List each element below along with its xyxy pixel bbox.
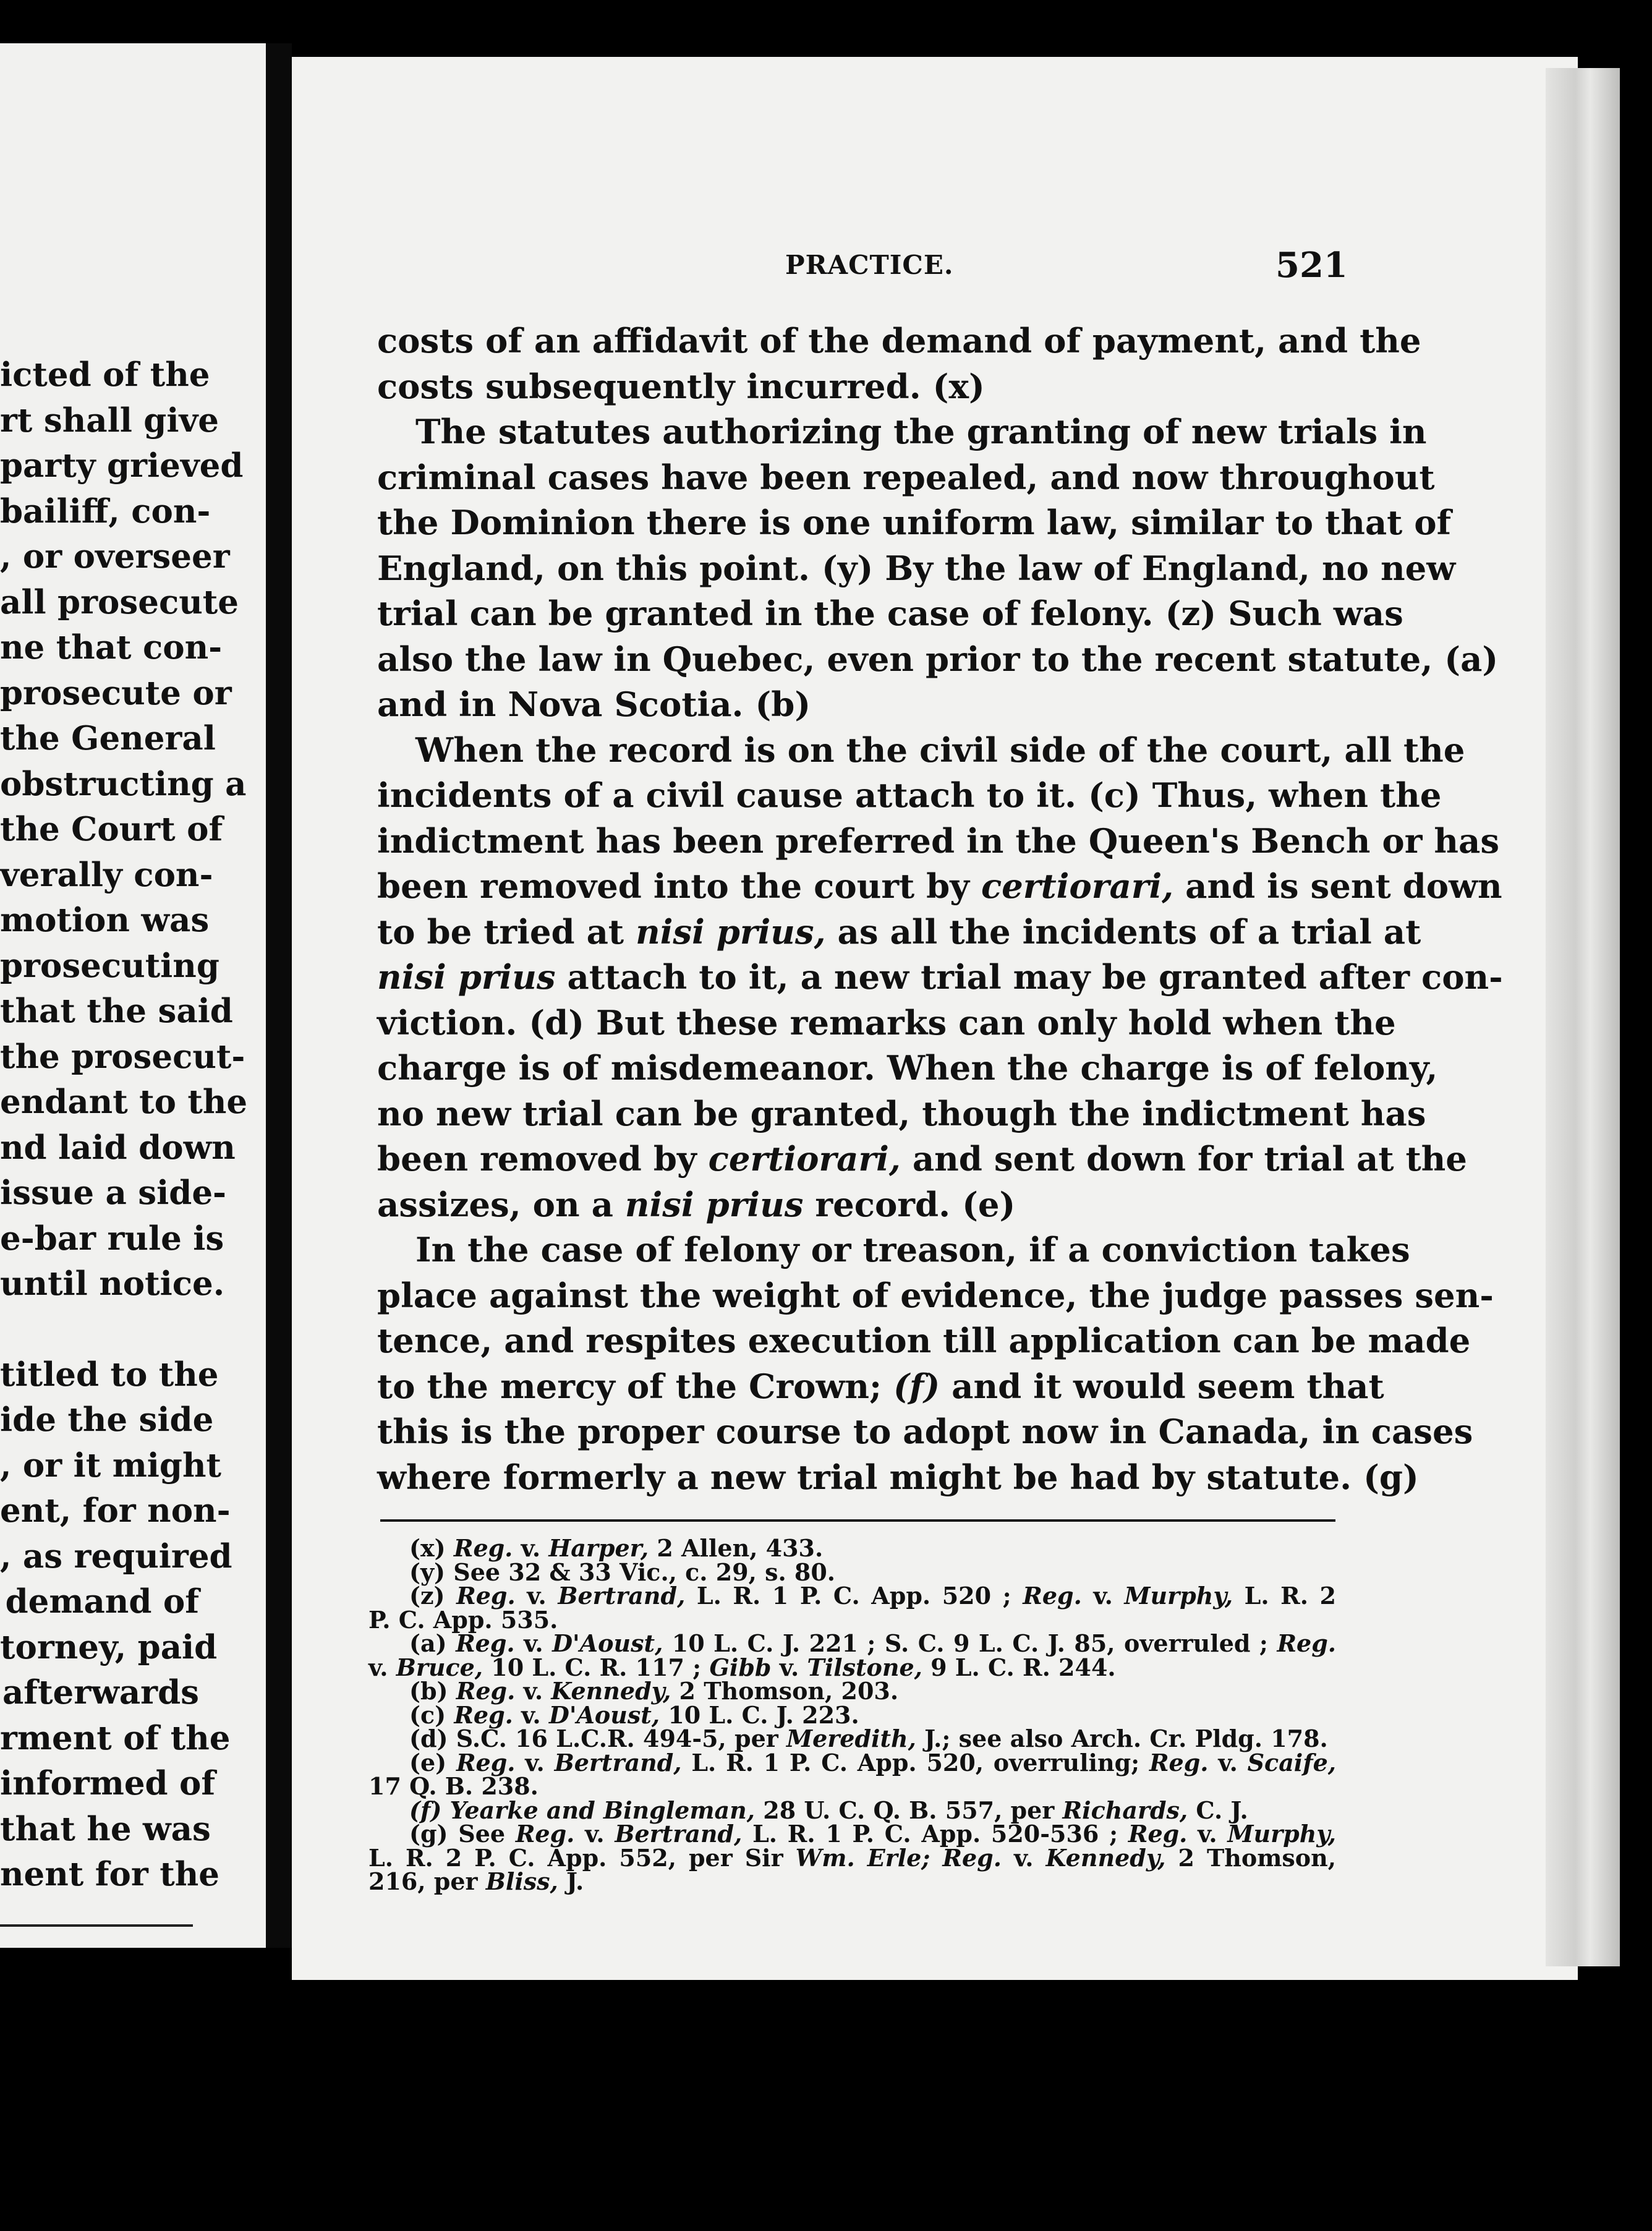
body-line: been removed by certiorari, and sent down for trial at the bbox=[377, 1139, 1467, 1179]
body-line: tence, and respites execution till application can be made bbox=[377, 1321, 1471, 1360]
footnote-c: (c) Reg. v. D'Aoust, 10 L. C. J. 223. bbox=[409, 1700, 859, 1729]
body-text bbox=[377, 318, 1503, 1500]
left-line: ne that con- bbox=[0, 628, 223, 667]
footnote-b: (b) Reg. v. Kennedy, 2 Thomson, 203. bbox=[409, 1677, 899, 1705]
left-line: afterwards bbox=[2, 1673, 199, 1712]
left-line: all prosecute bbox=[0, 582, 239, 621]
italic-term: nisi prius bbox=[377, 957, 556, 997]
footnote-y: (y) See 32 & 33 Vic., c. 29, s. 80. bbox=[409, 1558, 836, 1586]
left-line: ent, for non- bbox=[0, 1491, 231, 1530]
left-line: e-bar rule is bbox=[0, 1219, 224, 1258]
body-line: no new trial can be granted, though the indictment has bbox=[377, 1093, 1426, 1133]
left-page-text bbox=[0, 352, 248, 1898]
body-line: where formerly a new trial might be had by statute. (g) bbox=[377, 1457, 1419, 1497]
book-spine-gutter bbox=[266, 43, 292, 1948]
body-line: trial can be granted in the case of felony. (z) Such was bbox=[377, 594, 1403, 633]
body-line: to be tried at nisi prius, as all the incidents of a trial at bbox=[377, 911, 1421, 952]
italic-term: certiorari, bbox=[981, 866, 1174, 906]
footnote-marker: (f) bbox=[893, 1366, 940, 1406]
body-line: charge is of misdemeanor. When the charge is of felony, bbox=[377, 1048, 1438, 1088]
running-head: PRACTICE. bbox=[785, 250, 954, 280]
left-line: prosecute or bbox=[0, 673, 232, 712]
footnotes bbox=[368, 1534, 1337, 1895]
left-line: rment of the bbox=[0, 1718, 231, 1757]
footnote-d: (d) S.C. 16 L.C.R. 494-5, per Meredith, J.; see also Arch. Cr. Pldg. 178. bbox=[409, 1725, 1328, 1752]
body-line: also the law in Quebec, even prior to the recent statute, (a) bbox=[377, 639, 1499, 679]
body-line: this is the proper course to adopt now in Canada, in cases bbox=[377, 1412, 1473, 1451]
body-line: indictment has been preferred in the Queen's Bench or has bbox=[377, 821, 1500, 861]
left-line: informed of bbox=[0, 1764, 216, 1802]
footnote-rule bbox=[380, 1519, 1335, 1522]
left-line: bailiff, con- bbox=[0, 492, 211, 531]
left-line: that he was bbox=[0, 1809, 211, 1848]
body-line: In the case of felony or treason, if a conviction takes bbox=[415, 1230, 1410, 1269]
left-line: until notice. bbox=[0, 1265, 225, 1303]
left-line: titled to the bbox=[0, 1355, 219, 1394]
left-facing-page bbox=[0, 43, 266, 1948]
left-line: demand of bbox=[5, 1582, 199, 1621]
left-line: motion was bbox=[0, 901, 210, 939]
footnote-e: (e) Reg. v. Bertrand, L. R. 1 P. C. App. 520, overruling; Reg. v. Scaife, bbox=[409, 1748, 1336, 1777]
footnote-g: (g) See Reg. v. Bertrand, L. R. 1 P. C. App. 520-536 ; Reg. v. Murphy, bbox=[409, 1820, 1336, 1848]
page-number: 521 bbox=[1275, 245, 1348, 286]
page-edge-stack bbox=[1546, 68, 1620, 1966]
italic-term: certiorari, bbox=[708, 1139, 901, 1179]
body-line: the Dominion there is one uniform law, similar to that of bbox=[377, 503, 1452, 542]
italic-term: nisi prius, bbox=[636, 911, 826, 952]
italic-term: nisi prius bbox=[624, 1184, 804, 1224]
left-line: rt shall give bbox=[0, 401, 219, 440]
body-line: When the record is on the civil side of the court, all the bbox=[415, 730, 1465, 770]
left-line: , as required bbox=[0, 1537, 232, 1576]
left-line: the General bbox=[0, 719, 216, 757]
body-line: The statutes authorizing the granting of new trials in bbox=[415, 412, 1427, 451]
footnote-z: (z) Reg. v. Bertrand, L. R. 1 P. C. App. 520 ; Reg. v. Murphy, L. R. 2 bbox=[409, 1582, 1336, 1610]
left-line: ide the side bbox=[0, 1401, 214, 1439]
left-line: that the said bbox=[0, 992, 233, 1030]
body-line: England, on this point. (y) By the law of England, no new bbox=[377, 548, 1456, 588]
footnote-a: (a) Reg. v. D'Aoust, 10 L. C. J. 221 ; S. C. 9 L. C. J. 85, overruled ; Reg. bbox=[409, 1629, 1336, 1657]
left-line: obstructing a bbox=[0, 764, 247, 803]
left-paragraph-gap bbox=[0, 1307, 199, 1352]
left-line: the Court of bbox=[0, 810, 223, 848]
footnote-z-continued: P. C. App. 535. bbox=[368, 1605, 558, 1634]
body-line: been removed into the court by certiorari, and is sent down bbox=[377, 866, 1502, 906]
left-line: icted of the bbox=[0, 356, 210, 394]
body-line: costs subsequently incurred. (x) bbox=[377, 366, 985, 406]
left-line: , or overseer bbox=[0, 537, 230, 576]
footnote-e-continued: 17 Q. B. 238. bbox=[368, 1772, 539, 1800]
left-line: nent for the bbox=[0, 1855, 219, 1893]
left-line: , or it might bbox=[0, 1446, 221, 1485]
left-line: issue a side- bbox=[0, 1174, 227, 1212]
left-line: prosecuting bbox=[0, 946, 219, 985]
left-line: endant to the bbox=[0, 1083, 248, 1121]
body-line: costs of an affidavit of the demand of payment, and the bbox=[377, 321, 1421, 360]
footnote-f: (f) Yearke and Bingleman, 28 U. C. Q. B. 557, per Richards, C. J. bbox=[409, 1796, 1248, 1824]
left-line: verally con- bbox=[0, 855, 213, 894]
body-line: place against the weight of evidence, the judge passes sen- bbox=[377, 1275, 1494, 1315]
body-line: to the mercy of the Crown; (f) and it would seem that bbox=[377, 1366, 1384, 1406]
footnote-g-continued: L. R. 2 P. C. App. 552, per Sir Wm. Erle; Reg. v. Kennedy, 2 Thomson, bbox=[368, 1843, 1337, 1872]
body-line: viction. (d) But these remarks can only hold when the bbox=[377, 1002, 1396, 1043]
left-line: party grieved bbox=[0, 446, 244, 485]
footnote-a-continued: v. Bruce, 10 L. C. R. 117 ; Gibb v. Tilstone, 9 L. C. R. 244. bbox=[368, 1653, 1116, 1681]
footnote-x: (x) Reg. v. Harper, 2 Allen, 433. bbox=[409, 1534, 824, 1562]
body-line: and in Nova Scotia. (b) bbox=[377, 685, 811, 724]
body-line: nisi prius attach to it, a new trial may be granted after con- bbox=[377, 957, 1503, 997]
left-line: the prosecut- bbox=[0, 1037, 245, 1076]
left-footnote-rule bbox=[0, 1924, 193, 1927]
footnote-g-continued-2: 216, per Bliss, J. bbox=[368, 1867, 584, 1895]
left-line: torney, paid bbox=[0, 1627, 218, 1666]
body-line: incidents of a civil cause attach to it. (c) Thus, when the bbox=[377, 775, 1442, 815]
body-line: criminal cases have been repealed, and now throughout bbox=[377, 457, 1435, 497]
left-line: nd laid down bbox=[0, 1128, 236, 1167]
body-line: assizes, on a nisi prius record. (e) bbox=[377, 1184, 1016, 1224]
